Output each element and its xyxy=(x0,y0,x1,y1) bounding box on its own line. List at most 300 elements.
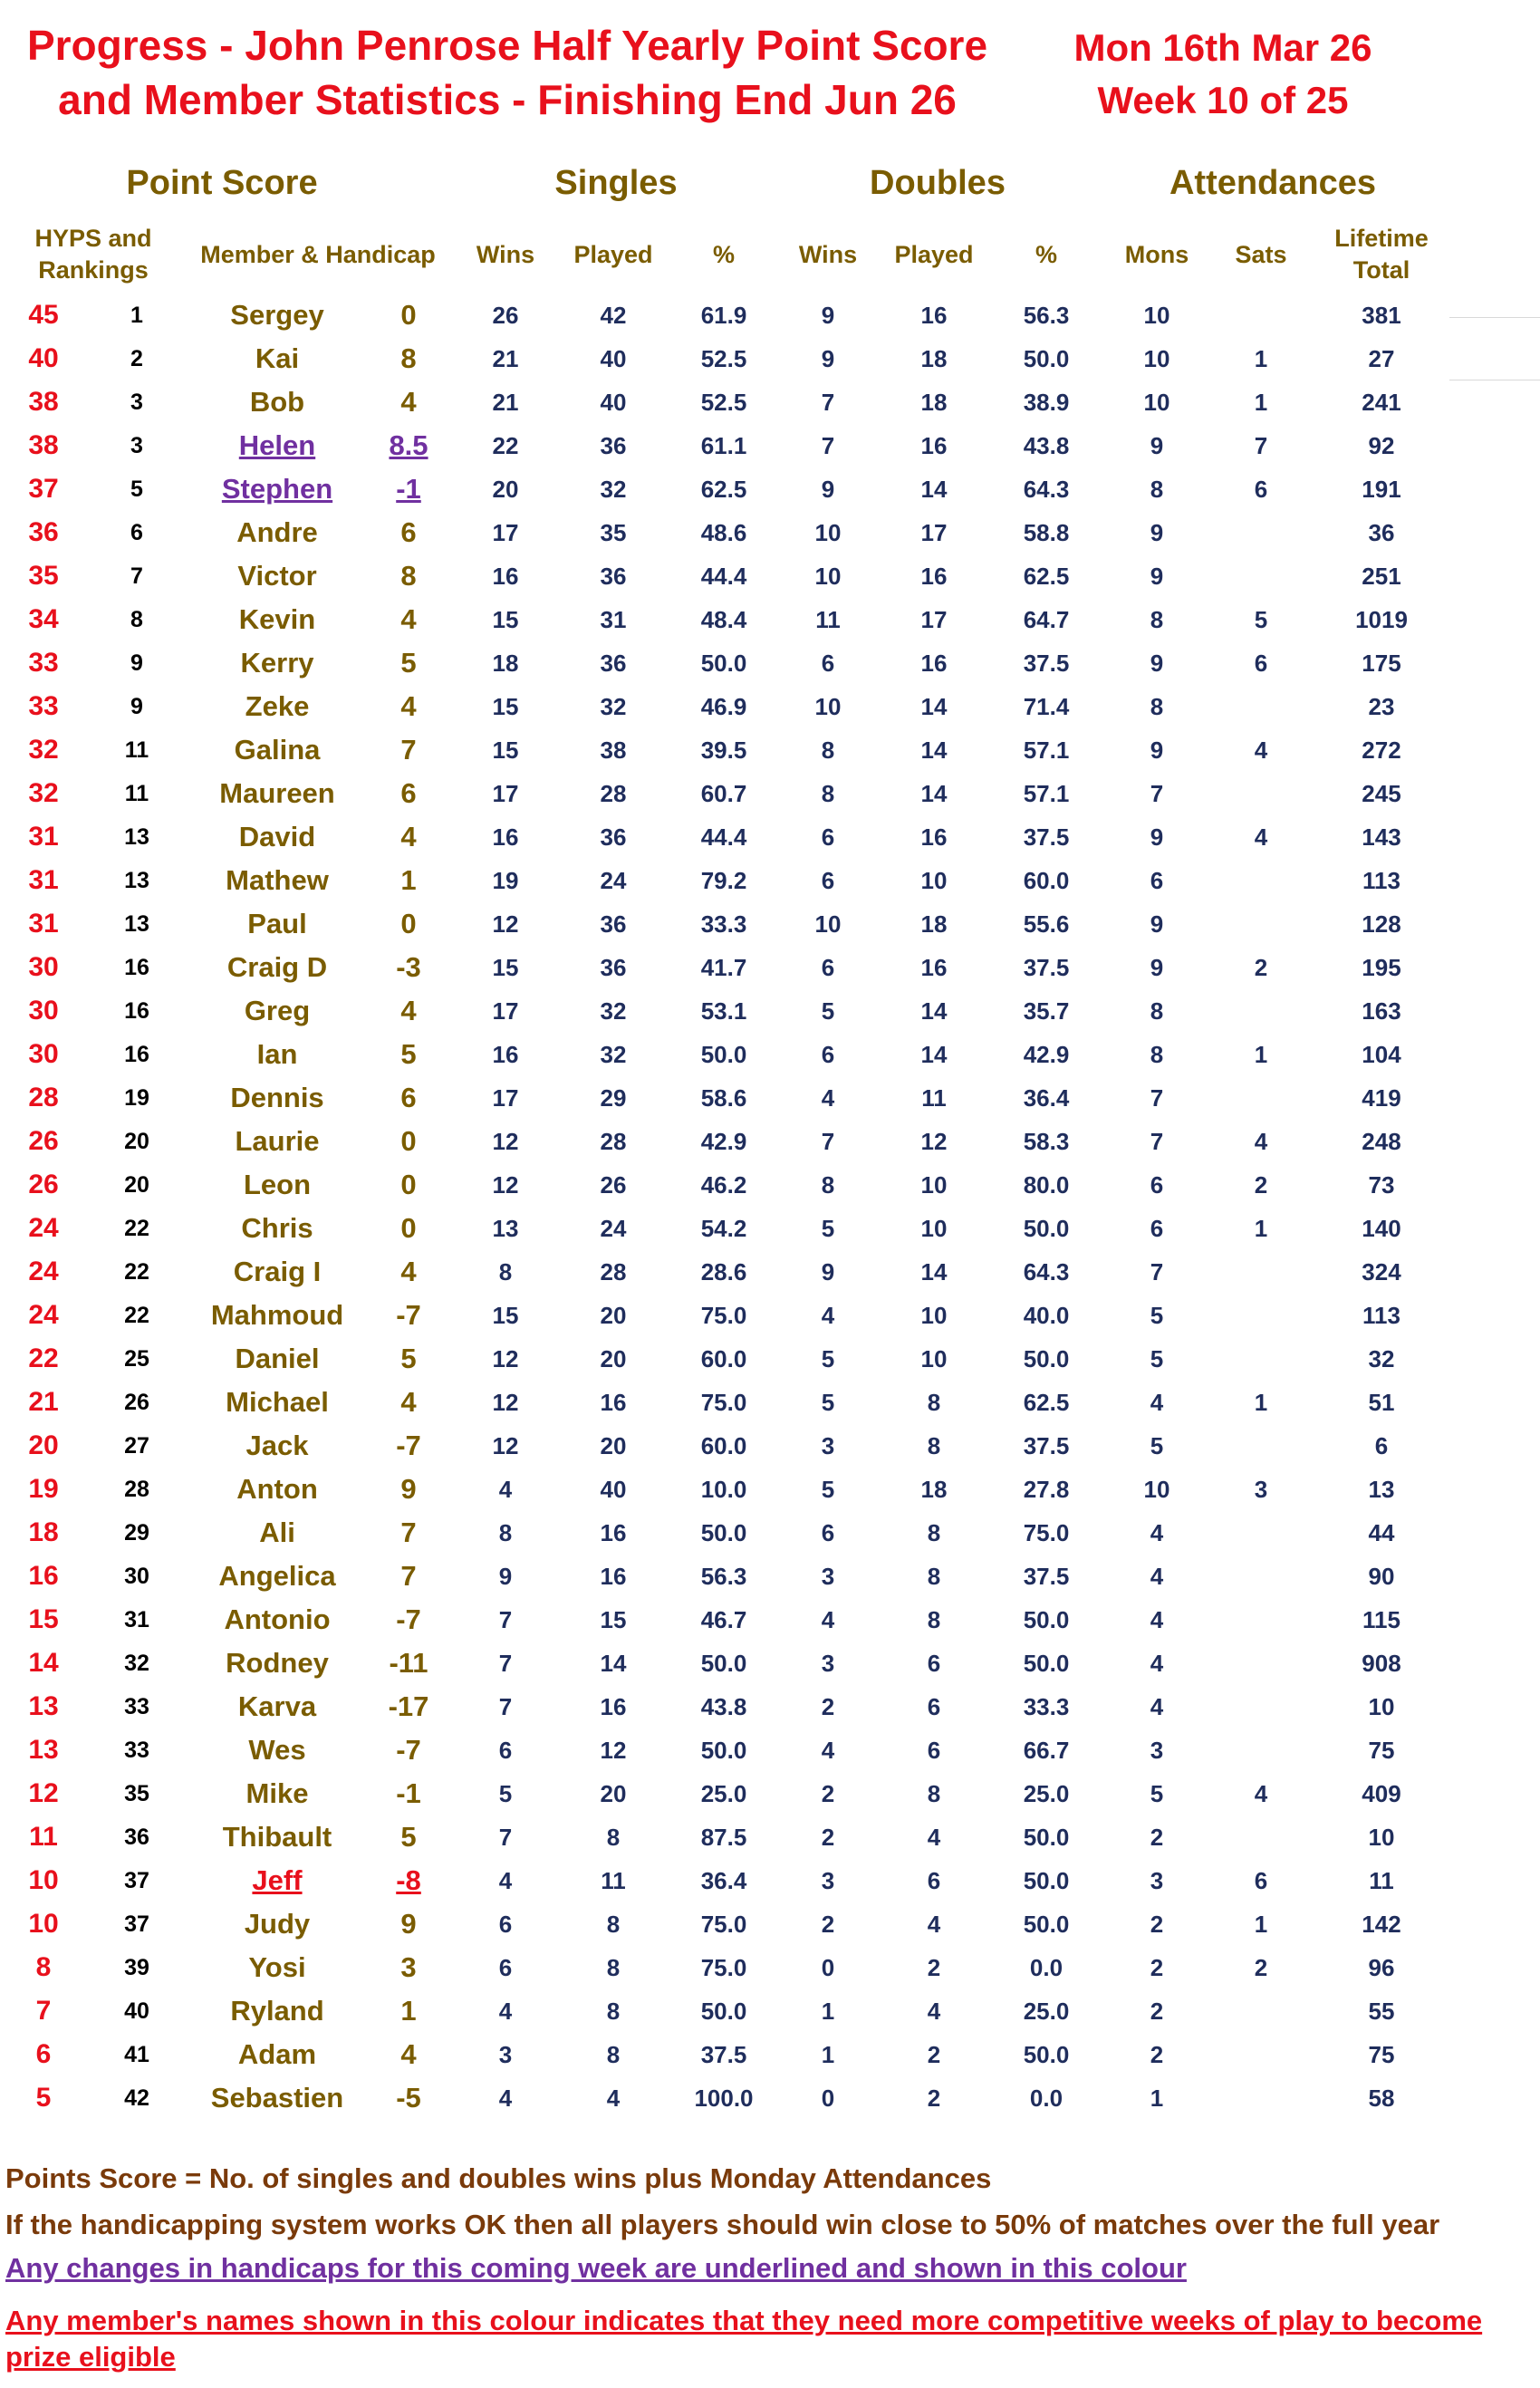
singles-played: 24 xyxy=(600,866,627,894)
singles-wins: 19 xyxy=(492,866,519,894)
singles-played: 36 xyxy=(600,823,627,851)
sats-attendance: 6 xyxy=(1254,1866,1268,1894)
doubles-pct: 33.3 xyxy=(1023,1692,1070,1720)
mons-attendance: 4 xyxy=(1150,1388,1164,1416)
handicap: 4 xyxy=(400,386,417,418)
member-name: Leon xyxy=(243,1169,312,1200)
member-name: Stephen xyxy=(221,473,333,505)
doubles-pct: 50.0 xyxy=(1023,2040,1070,2068)
hyps-score: 24 xyxy=(28,1257,59,1286)
singles-wins: 12 xyxy=(492,910,519,938)
doubles-played: 10 xyxy=(920,1214,948,1242)
ranking: 39 xyxy=(124,1954,149,1980)
table-row xyxy=(0,2076,1457,2120)
doubles-wins: 9 xyxy=(821,475,835,503)
hyps-score: 12 xyxy=(28,1778,59,1808)
hyps-score: 16 xyxy=(28,1561,59,1591)
singles-wins: 12 xyxy=(492,1344,519,1372)
handicap: -17 xyxy=(388,1690,429,1722)
singles-wins: 7 xyxy=(498,1605,513,1633)
singles-wins: 5 xyxy=(498,1779,513,1807)
doubles-wins: 6 xyxy=(821,823,835,851)
doubles-wins: 10 xyxy=(814,910,842,938)
doubles-wins: 4 xyxy=(821,1301,835,1329)
member-name: Sebastien xyxy=(210,2082,344,2114)
doubles-wins: 4 xyxy=(821,1083,835,1112)
sats-attendance: 4 xyxy=(1254,823,1268,851)
ranking: 35 xyxy=(124,1780,149,1806)
singles-pct: 44.4 xyxy=(700,823,747,851)
singles-pct: 87.5 xyxy=(700,1823,747,1851)
table-row xyxy=(0,598,1457,641)
doubles-played: 14 xyxy=(920,997,948,1025)
doubles-pct: 71.4 xyxy=(1023,692,1070,720)
member-name: Laurie xyxy=(235,1125,320,1157)
col-header-hyps-line2: Rankings xyxy=(38,256,149,284)
lifetime-total: 75 xyxy=(1368,2040,1395,2068)
col-header-singles-pct: % xyxy=(712,240,735,268)
singles-pct: 33.3 xyxy=(700,910,747,938)
singles-wins: 16 xyxy=(492,562,519,590)
doubles-played: 8 xyxy=(927,1388,941,1416)
table-row xyxy=(0,1859,1457,1902)
doubles-wins: 7 xyxy=(821,1127,835,1155)
member-name: Antonio xyxy=(224,1603,331,1635)
sats-attendance xyxy=(1216,1337,1306,1381)
table-row xyxy=(0,1337,1457,1381)
doubles-pct: 25.0 xyxy=(1023,1779,1070,1807)
member-name: Craig D xyxy=(226,951,328,983)
doubles-played: 4 xyxy=(927,1997,941,2025)
doubles-pct: 55.6 xyxy=(1023,910,1070,938)
handicap: -1 xyxy=(396,1777,421,1809)
doubles-wins: 0 xyxy=(821,2084,835,2112)
handicap: 5 xyxy=(400,647,417,679)
singles-pct: 43.8 xyxy=(700,1692,747,1720)
doubles-played: 4 xyxy=(927,1910,941,1938)
lifetime-total: 163 xyxy=(1362,997,1401,1025)
singles-wins: 7 xyxy=(498,1692,513,1720)
doubles-wins: 11 xyxy=(815,605,841,633)
singles-wins: 4 xyxy=(498,2084,513,2112)
sats-attendance xyxy=(1216,2076,1306,2120)
handicap: -7 xyxy=(396,1734,421,1766)
lifetime-total: 115 xyxy=(1362,1605,1400,1633)
section-doubles: Doubles xyxy=(870,164,1006,202)
singles-pct: 75.0 xyxy=(700,1910,747,1938)
singles-pct: 52.5 xyxy=(700,344,747,372)
singles-pct: 61.1 xyxy=(700,431,747,459)
sats-attendance xyxy=(1216,1511,1306,1555)
singles-wins: 15 xyxy=(492,1301,519,1329)
singles-played: 40 xyxy=(600,388,627,416)
ranking: 16 xyxy=(124,954,149,980)
table-row xyxy=(0,946,1457,989)
singles-wins: 17 xyxy=(492,1083,519,1112)
doubles-pct: 56.3 xyxy=(1023,301,1070,329)
hyps-score: 38 xyxy=(28,387,59,417)
singles-pct: 56.3 xyxy=(700,1562,747,1590)
singles-pct: 28.6 xyxy=(700,1257,747,1285)
hyps-score: 13 xyxy=(28,1735,59,1765)
singles-pct: 44.4 xyxy=(700,562,747,590)
col-header-member: Member & Handicap xyxy=(200,240,436,268)
table-row xyxy=(0,1250,1457,1294)
doubles-wins: 3 xyxy=(821,1866,835,1894)
member-name: Andre xyxy=(236,516,318,548)
member-name: Mike xyxy=(245,1777,309,1809)
hyps-score: 38 xyxy=(28,430,59,460)
singles-wins: 15 xyxy=(492,736,519,764)
doubles-pct: 50.0 xyxy=(1023,1823,1070,1851)
lifetime-total: 419 xyxy=(1362,1083,1401,1112)
table-row xyxy=(0,337,1457,380)
singles-wins: 4 xyxy=(498,1866,513,1894)
member-name: Kai xyxy=(255,342,300,374)
lifetime-total: 142 xyxy=(1362,1910,1401,1938)
doubles-wins: 8 xyxy=(821,1170,835,1199)
mons-attendance: 4 xyxy=(1150,1562,1164,1590)
handicap: 3 xyxy=(400,1951,417,1983)
table-row xyxy=(0,1424,1457,1468)
member-name: Kerry xyxy=(240,647,314,679)
member-name: Helen xyxy=(238,429,316,461)
doubles-played: 8 xyxy=(927,1518,941,1546)
note-handicap-system: If the handicapping system works OK then all players should win close to 50% of matches over the full year xyxy=(5,2209,1440,2240)
sats-attendance: 1 xyxy=(1254,1388,1268,1416)
hyps-score: 24 xyxy=(28,1300,59,1330)
handicap: 4 xyxy=(400,1256,417,1287)
doubles-pct: 66.7 xyxy=(1023,1736,1070,1764)
singles-wins: 20 xyxy=(492,475,519,503)
lifetime-total: 908 xyxy=(1362,1649,1401,1677)
member-name: Wes xyxy=(248,1734,306,1766)
doubles-played: 16 xyxy=(920,649,948,677)
sats-attendance xyxy=(1216,1642,1306,1685)
lifetime-total: 191 xyxy=(1362,475,1401,503)
table-row xyxy=(0,1120,1457,1163)
table-row xyxy=(0,1642,1457,1685)
doubles-played: 18 xyxy=(920,344,948,372)
lifetime-total: 13 xyxy=(1368,1475,1395,1503)
ranking: 41 xyxy=(124,2041,149,2067)
report-title-line1: Progress - John Penrose Half Yearly Point Score xyxy=(26,22,988,69)
singles-pct: 54.2 xyxy=(700,1214,747,1242)
col-header-lifetime-line1: Lifetime xyxy=(1334,225,1429,252)
doubles-wins: 9 xyxy=(821,1257,835,1285)
lifetime-total: 248 xyxy=(1362,1127,1401,1155)
doubles-played: 8 xyxy=(927,1779,941,1807)
member-name: Michael xyxy=(226,1386,329,1418)
handicap: -1 xyxy=(396,473,421,505)
member-name: Kevin xyxy=(238,603,316,635)
singles-played: 32 xyxy=(600,997,627,1025)
lifetime-total: 104 xyxy=(1362,1040,1401,1068)
singles-pct: 50.0 xyxy=(700,1997,747,2025)
sats-attendance xyxy=(1216,1815,1306,1859)
col-header-hyps xyxy=(0,221,187,288)
singles-pct: 50.0 xyxy=(700,649,747,677)
mons-attendance: 7 xyxy=(1150,1083,1164,1112)
mons-attendance: 3 xyxy=(1150,1866,1164,1894)
doubles-pct: 37.5 xyxy=(1023,649,1070,677)
ranking: 33 xyxy=(124,1737,149,1763)
lifetime-total: 44 xyxy=(1368,1518,1395,1546)
doubles-played: 2 xyxy=(927,2084,941,2112)
lifetime-total: 175 xyxy=(1362,649,1401,677)
singles-wins: 17 xyxy=(492,779,519,807)
mons-attendance: 2 xyxy=(1150,1953,1164,1981)
member-name: Ryland xyxy=(230,1995,324,2027)
sats-attendance: 6 xyxy=(1254,649,1268,677)
doubles-wins: 2 xyxy=(821,1692,835,1720)
doubles-wins: 2 xyxy=(821,1910,835,1938)
singles-pct: 46.2 xyxy=(700,1170,747,1199)
report-date-block xyxy=(1033,22,1413,127)
doubles-wins: 5 xyxy=(821,1344,835,1372)
doubles-wins: 5 xyxy=(821,1214,835,1242)
singles-played: 32 xyxy=(600,475,627,503)
doubles-wins: 6 xyxy=(821,953,835,981)
singles-pct: 75.0 xyxy=(700,1953,747,1981)
doubles-pct: 43.8 xyxy=(1023,431,1070,459)
singles-pct: 39.5 xyxy=(700,736,747,764)
hyps-score: 22 xyxy=(28,1343,59,1373)
doubles-played: 14 xyxy=(920,779,948,807)
singles-wins: 12 xyxy=(492,1431,519,1459)
doubles-pct: 64.3 xyxy=(1023,475,1070,503)
hyps-score: 40 xyxy=(28,343,59,373)
handicap: 1 xyxy=(400,864,417,896)
ranking: 8 xyxy=(130,606,143,632)
singles-played: 14 xyxy=(600,1649,627,1677)
singles-wins: 18 xyxy=(492,649,519,677)
doubles-played: 16 xyxy=(920,823,948,851)
doubles-wins: 0 xyxy=(821,1953,835,1981)
table-row xyxy=(0,1685,1457,1728)
mons-attendance: 8 xyxy=(1150,1040,1164,1068)
doubles-played: 2 xyxy=(927,1953,941,1981)
sats-attendance xyxy=(1216,1728,1306,1772)
doubles-pct: 50.0 xyxy=(1023,1649,1070,1677)
singles-played: 24 xyxy=(600,1214,627,1242)
table-row xyxy=(0,2033,1457,2076)
table-row xyxy=(0,294,1457,337)
ranking: 40 xyxy=(124,1998,149,2024)
hyps-score: 19 xyxy=(28,1474,59,1504)
doubles-wins: 6 xyxy=(821,1518,835,1546)
singles-wins: 8 xyxy=(498,1257,513,1285)
sats-attendance: 4 xyxy=(1254,736,1268,764)
sats-attendance xyxy=(1216,1424,1306,1468)
singles-played: 26 xyxy=(600,1170,627,1199)
singles-pct: 60.0 xyxy=(700,1344,747,1372)
lifetime-total: 58 xyxy=(1368,2084,1395,2112)
lifetime-total: 96 xyxy=(1368,1953,1395,1981)
sats-attendance: 3 xyxy=(1254,1475,1268,1503)
doubles-played: 8 xyxy=(927,1605,941,1633)
lifetime-total: 73 xyxy=(1368,1170,1395,1199)
doubles-pct: 27.8 xyxy=(1023,1475,1070,1503)
hyps-score: 26 xyxy=(28,1170,59,1199)
singles-played: 28 xyxy=(600,1257,627,1285)
singles-played: 16 xyxy=(600,1692,627,1720)
singles-wins: 8 xyxy=(498,1518,513,1546)
sats-attendance: 1 xyxy=(1254,388,1268,416)
sats-attendance xyxy=(1216,989,1306,1033)
mons-attendance: 4 xyxy=(1150,1605,1164,1633)
doubles-wins: 10 xyxy=(814,518,842,546)
singles-played: 20 xyxy=(600,1301,627,1329)
lifetime-total: 251 xyxy=(1362,562,1401,590)
sats-attendance: 1 xyxy=(1254,1214,1268,1242)
table-row xyxy=(0,1033,1457,1076)
doubles-played: 14 xyxy=(920,736,948,764)
singles-pct: 48.4 xyxy=(700,605,747,633)
handicap: -5 xyxy=(396,2082,421,2114)
table-row xyxy=(0,511,1457,554)
member-name: Sergey xyxy=(230,299,324,331)
doubles-played: 14 xyxy=(920,692,948,720)
sats-attendance: 1 xyxy=(1254,344,1268,372)
hyps-score: 30 xyxy=(28,952,59,982)
doubles-wins: 6 xyxy=(821,866,835,894)
ranking: 7 xyxy=(130,563,143,589)
table-row xyxy=(0,1902,1457,1946)
ranking: 37 xyxy=(124,1911,149,1937)
doubles-wins: 6 xyxy=(821,649,835,677)
mons-attendance: 10 xyxy=(1143,301,1170,329)
singles-wins: 12 xyxy=(492,1127,519,1155)
mons-attendance: 3 xyxy=(1150,1736,1164,1764)
singles-wins: 4 xyxy=(498,1475,513,1503)
ranking: 28 xyxy=(124,1476,149,1502)
ranking: 42 xyxy=(124,2085,149,2111)
hyps-score: 10 xyxy=(28,1865,59,1895)
ranking: 27 xyxy=(124,1432,149,1459)
singles-played: 32 xyxy=(600,1040,627,1068)
doubles-played: 8 xyxy=(927,1431,941,1459)
table-row xyxy=(0,467,1457,511)
doubles-played: 6 xyxy=(927,1649,941,1677)
handicap: 1 xyxy=(400,1995,417,2027)
mons-attendance: 8 xyxy=(1150,692,1164,720)
doubles-wins: 9 xyxy=(821,344,835,372)
doubles-pct: 37.5 xyxy=(1023,823,1070,851)
singles-pct: 46.9 xyxy=(700,692,747,720)
table-row xyxy=(0,989,1457,1033)
member-name: Thibault xyxy=(222,1821,332,1853)
table-row xyxy=(0,1815,1457,1859)
lifetime-total: 381 xyxy=(1362,301,1401,329)
table-row xyxy=(0,1772,1457,1815)
doubles-wins: 4 xyxy=(821,1605,835,1633)
member-name: Yosi xyxy=(248,1951,306,1983)
singles-wins: 16 xyxy=(492,1040,519,1068)
doubles-played: 18 xyxy=(920,388,948,416)
sats-attendance: 6 xyxy=(1254,475,1268,503)
hyps-score: 33 xyxy=(28,648,59,678)
doubles-played: 16 xyxy=(920,301,948,329)
singles-pct: 42.9 xyxy=(700,1127,747,1155)
sats-attendance: 4 xyxy=(1254,1779,1268,1807)
singles-wins: 3 xyxy=(498,2040,513,2068)
mons-attendance: 4 xyxy=(1150,1649,1164,1677)
lifetime-total: 245 xyxy=(1362,779,1401,807)
ranking: 30 xyxy=(124,1563,149,1589)
doubles-played: 4 xyxy=(927,1823,941,1851)
member-name: Rodney xyxy=(226,1647,329,1679)
singles-played: 20 xyxy=(600,1431,627,1459)
hyps-score: 32 xyxy=(28,735,59,765)
member-name: Daniel xyxy=(235,1343,320,1374)
col-header-doubles-pct: % xyxy=(1035,240,1057,268)
singles-wins: 17 xyxy=(492,518,519,546)
ranking: 9 xyxy=(130,650,143,676)
report-title xyxy=(0,18,1015,127)
singles-played: 42 xyxy=(600,301,627,329)
hyps-score: 30 xyxy=(28,1039,59,1069)
singles-pct: 41.7 xyxy=(700,953,747,981)
doubles-wins: 7 xyxy=(821,431,835,459)
doubles-wins: 6 xyxy=(821,1040,835,1068)
sats-attendance xyxy=(1216,1294,1306,1337)
mons-attendance: 7 xyxy=(1150,779,1164,807)
member-name: Paul xyxy=(247,908,307,939)
mons-attendance: 4 xyxy=(1150,1692,1164,1720)
lifetime-total: 23 xyxy=(1368,692,1395,720)
ranking: 26 xyxy=(124,1389,149,1415)
mons-attendance: 5 xyxy=(1150,1779,1164,1807)
doubles-played: 18 xyxy=(920,910,948,938)
doubles-played: 6 xyxy=(927,1692,941,1720)
hyps-score: 30 xyxy=(28,996,59,1025)
col-header-mons: Mons xyxy=(1124,240,1189,268)
singles-played: 35 xyxy=(600,518,627,546)
report-date: Mon 16th Mar 26 xyxy=(1073,26,1372,69)
lifetime-total: 241 xyxy=(1362,388,1401,416)
singles-played: 29 xyxy=(600,1083,627,1112)
doubles-wins: 7 xyxy=(821,388,835,416)
member-name: Angelica xyxy=(218,1560,336,1592)
doubles-played: 18 xyxy=(920,1475,948,1503)
doubles-played: 17 xyxy=(920,518,948,546)
singles-played: 36 xyxy=(600,649,627,677)
sats-attendance xyxy=(1216,2033,1306,2076)
hyps-score: 8 xyxy=(35,1952,52,1982)
ranking: 29 xyxy=(124,1519,149,1545)
mons-attendance: 9 xyxy=(1150,431,1164,459)
col-header-singles-played: Played xyxy=(573,240,653,268)
report-title-line2: and Member Statistics - Finishing End Jun 26 xyxy=(58,76,957,123)
ranking: 5 xyxy=(130,476,143,502)
mons-attendance: 9 xyxy=(1150,518,1164,546)
singles-pct: 50.0 xyxy=(700,1040,747,1068)
doubles-played: 10 xyxy=(920,1344,948,1372)
doubles-pct: 50.0 xyxy=(1023,1344,1070,1372)
singles-wins: 26 xyxy=(492,301,519,329)
handicap: 7 xyxy=(400,1517,417,1548)
singles-wins: 13 xyxy=(492,1214,519,1242)
ranking: 36 xyxy=(124,1824,149,1850)
ranking: 6 xyxy=(130,519,143,545)
singles-pct: 53.1 xyxy=(700,997,747,1025)
col-header-doubles-played: Played xyxy=(894,240,974,268)
mons-attendance: 5 xyxy=(1150,1344,1164,1372)
ranking: 11 xyxy=(124,737,149,763)
doubles-pct: 75.0 xyxy=(1023,1518,1070,1546)
doubles-wins: 9 xyxy=(821,301,835,329)
